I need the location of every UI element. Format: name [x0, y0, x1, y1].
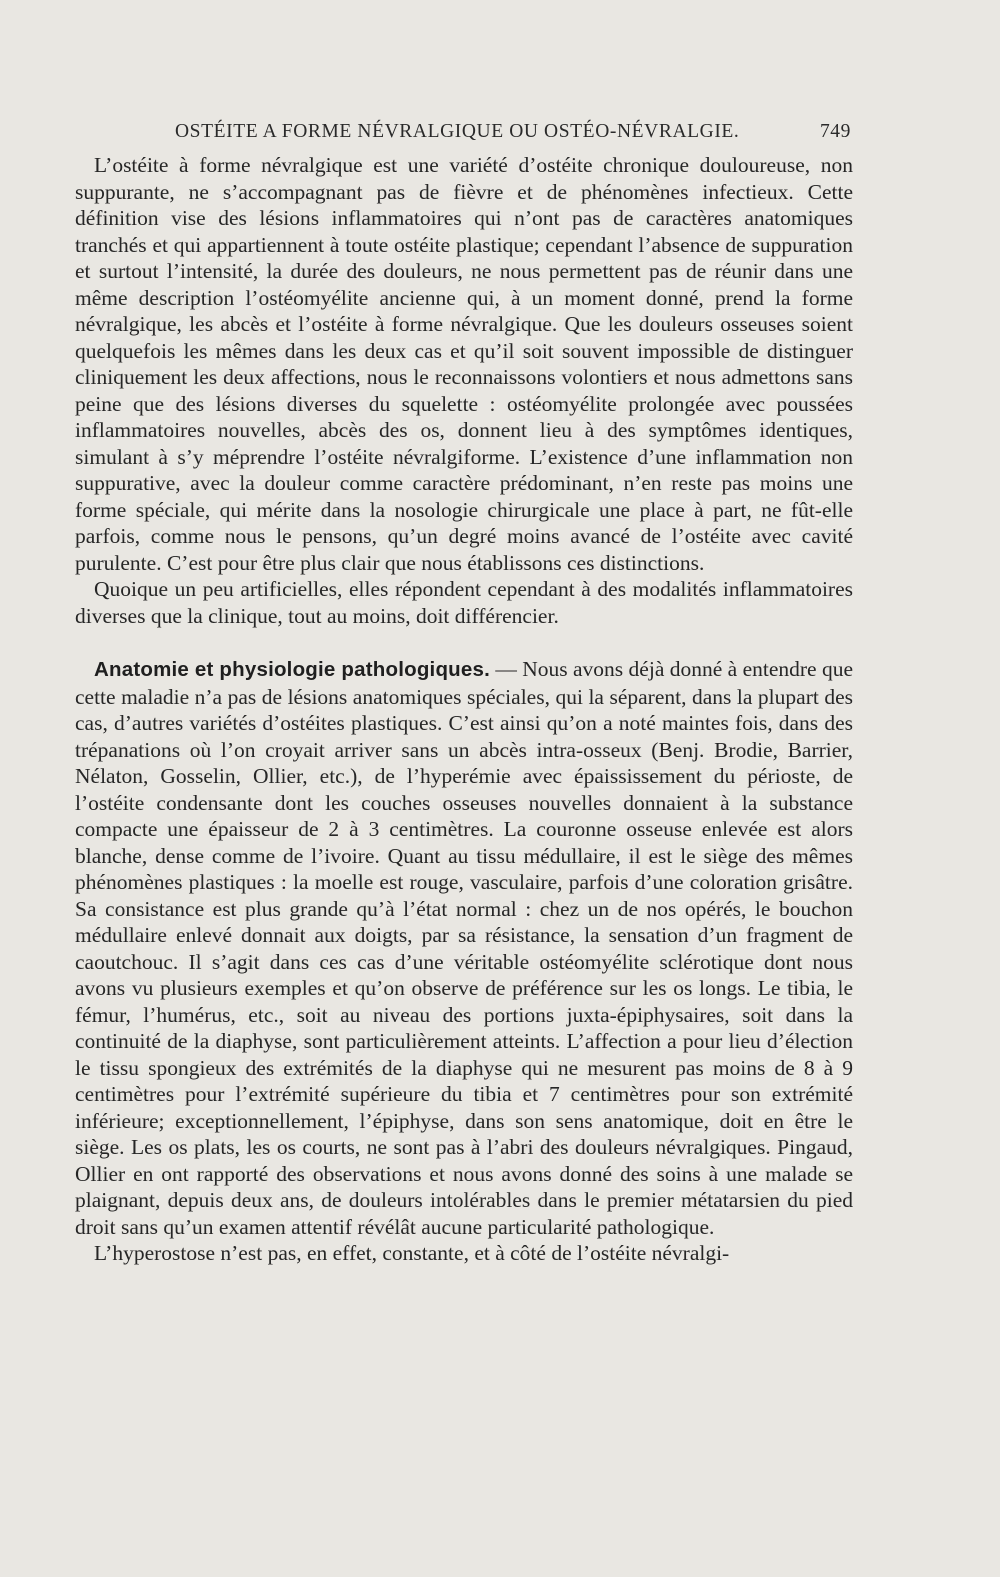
running-title: OSTÉITE A FORME NÉVRALGIQUE OU OSTÉO-NÉVRALGIE. — [175, 121, 740, 142]
section-anatomie — [75, 656, 853, 1240]
page-number: 749 — [819, 121, 851, 142]
paragraph-modalities: Quoique un peu artificielles, elles répondent cependant à des modalités inflammatoires diverses que la clinique, tout au moins, doit différencier. — [75, 577, 853, 628]
text-body — [75, 152, 853, 1267]
running-head — [0, 121, 1000, 151]
paragraph-hyperostose: L’hyperostose n’est pas, en effet, constante, et à côté de l’ostéite névralgi- — [94, 1241, 730, 1265]
section-heading: Anatomie et physiologie pathologiques. — [94, 658, 490, 681]
section-text: — Nous avons déjà donné à entendre que cette maladie n’a pas de lésions anatomiques spéciales, qui la séparent, dans la plupart des cas, d’autres variétés d’ostéites plastiques. C’est ainsi qu’on a noté maintes fois, dans des trépanations où l’on croyait arriver sans un abcès intra-osseux (Benj. Brodie, Barrier, Nélaton, Gosselin, Ollier, etc.), de l’hyperémie avec épaississement du périoste, de l’ostéite condensante dont les couches osseuses nouvelles donnaient à la substance compacte une épaisseur de 2 à 3 centimètres. La couronne osseuse enlevée est alors blanche, dense comme de l’ivoire. Quant au tissu médullaire, il est le siège des mêmes phénomènes plastiques : la moelle est rouge, vasculaire, parfois d’une coloration grisâtre. Sa consistance est plus grande qu’à l’état normal : chez un de nos opérés, le bouchon médullaire enlevé donnait aux doigts, par sa résistance, la sensation d’un fragment de caoutchouc. Il s’agit dans ces cas d’une véritable ostéomyélite sclérotique dont nous avons vu plusieurs exemples et qu’on observe de préférence sur les os longs. Le tibia, le fémur, l’humérus, etc., soit au niveau des portions juxta-épiphysaires, soit dans la continuité de la diaphyse, sont particulièrement atteints. L’affection a pour lieu d’élection le tissu spongieux des extrémités de la diaphyse qui ne mesurent pas moins de 8 à 9 centimètres pour l’extrémité supérieure du tibia et 7 centimètres pour son extrémité inférieure; exceptionnellement, l’épiphyse, dans son sens anatomique, doit en être le siège. Les os plats, les os courts, ne sont pas à l’abri des douleurs névralgiques. Pingaud, Ollier en ont rapporté des observations et nous avons donné des soins à une malade se plaignant, depuis deux ans, de douleurs intolérables dans le premier métatarsien du pied droit sans qu’un examen attentif révélât aucune particularité pathologique. — [75, 657, 854, 1239]
paragraph-definition: L’ostéite à forme névralgique est une variété d’ostéite chronique douloureuse, non suppurante, ne s’accompagnant pas de fièvre et de phénomènes infectieux. Cette définition vise des lésions inflammatoires qui n’ont pas de caractères anatomiques tranchés et qui appartiennent à toute ostéite plastique; cependant l’absence de suppuration et surtout l’intensité, la durée des douleurs, ne nous permettent pas de réunir dans une même description l’ostéomyélite ancienne qui, à un moment donné, prend la forme névralgique, les abcès et l’ostéite à forme névralgique. Que les douleurs osseuses soient quelquefois les mêmes dans les deux cas et qu’il soit souvent impossible de distinguer cliniquement les deux affections, nous le reconnaissons volontiers et nous admettons sans peine que des lésions diverses du squelette : ostéomyélite prolongée avec poussées inflammatoires nouvelles, abcès des os, donnent lieu à des symptômes identiques, simulant à s’y méprendre l’ostéite névralgiforme. L’existence d’une inflammation non suppurative, avec la douleur comme caractère prédominant, n’en reste pas moins une forme spéciale, qui mérite dans la nosologie chirurgicale une place à part, ne fût-elle parfois, comme nous le pensons, qu’un degré moins avancé de l’ostéite avec cavité purulente. C’est pour être plus clair que nous établissons ces distinctions. — [75, 153, 853, 575]
